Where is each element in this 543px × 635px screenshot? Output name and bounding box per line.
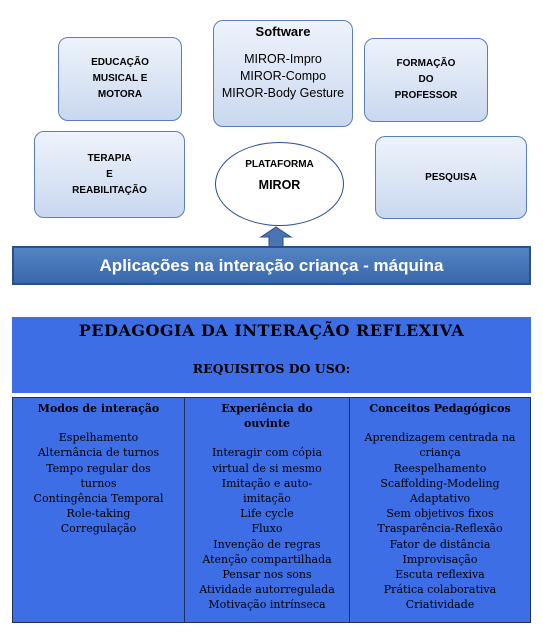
platform-ellipse (215, 142, 344, 226)
platform-line2: MIROR (258, 178, 301, 192)
pedagogy-subtitle: REQUISITOS DO USO: (192, 361, 351, 376)
box-formacao-label: FORMAÇÃO DO PROFESSOR (394, 58, 458, 101)
box-pesquisa (375, 136, 527, 219)
column-header: Modos de interação (37, 402, 160, 415)
box-formacao-professor (364, 38, 488, 122)
box-educacao-musical (58, 37, 182, 121)
column-experiencia-ouvinte (185, 398, 350, 622)
up-arrow-icon (259, 226, 293, 248)
column-modos-interacao (13, 398, 185, 622)
box-terapia (34, 131, 185, 218)
column-items: Interagir com cópia virtual de si mesmo Imitação e auto- imitação Life cycle Fluxo Invenção de regras Atenção compartilhada Pensar nos sons Atividade autorregulada Motivação intrínseca (199, 446, 335, 612)
column-header: Experiência do ouvinte (221, 402, 313, 431)
platform-line1: PLATAFORMA (245, 159, 314, 170)
software-title: Software (255, 24, 311, 39)
box-pesquisa-label: PESQUISA (425, 171, 477, 183)
banner-text: Aplicações na interação criança - máquina (99, 255, 444, 275)
column-items: Espelhamento Alternância de turnos Tempo regular dos turnos Contingência Temporal Role-taking Corregulação (33, 431, 164, 536)
applications-banner (12, 246, 531, 285)
column-items: Aprendizagem centrada na criança Reespelhamento Scaffolding-Modeling Adaptativo Sem objetivos fixos Trasparência-Reflexão Fator de distância Improvisação Escuta reflexiva Prática colaborativa Criatividade (364, 431, 516, 612)
software-items: MIROR-Impro MIROR-Compo MIROR-Body Gesture (221, 52, 345, 100)
box-software (213, 20, 353, 127)
box-educacao-label: EDUCAÇÃO MUSICAL E MOTORA (91, 57, 149, 100)
pedagogy-title: PEDAGOGIA DA INTERAÇÃO REFLEXIVA (78, 321, 465, 340)
column-header: Conceitos Pedagógicos (369, 402, 511, 415)
requirements-table (12, 397, 531, 623)
pedagogy-header (12, 317, 531, 393)
box-terapia-label: TERAPIA E REABILITAÇÃO (72, 152, 147, 196)
column-conceitos-pedagogicos (350, 398, 530, 622)
